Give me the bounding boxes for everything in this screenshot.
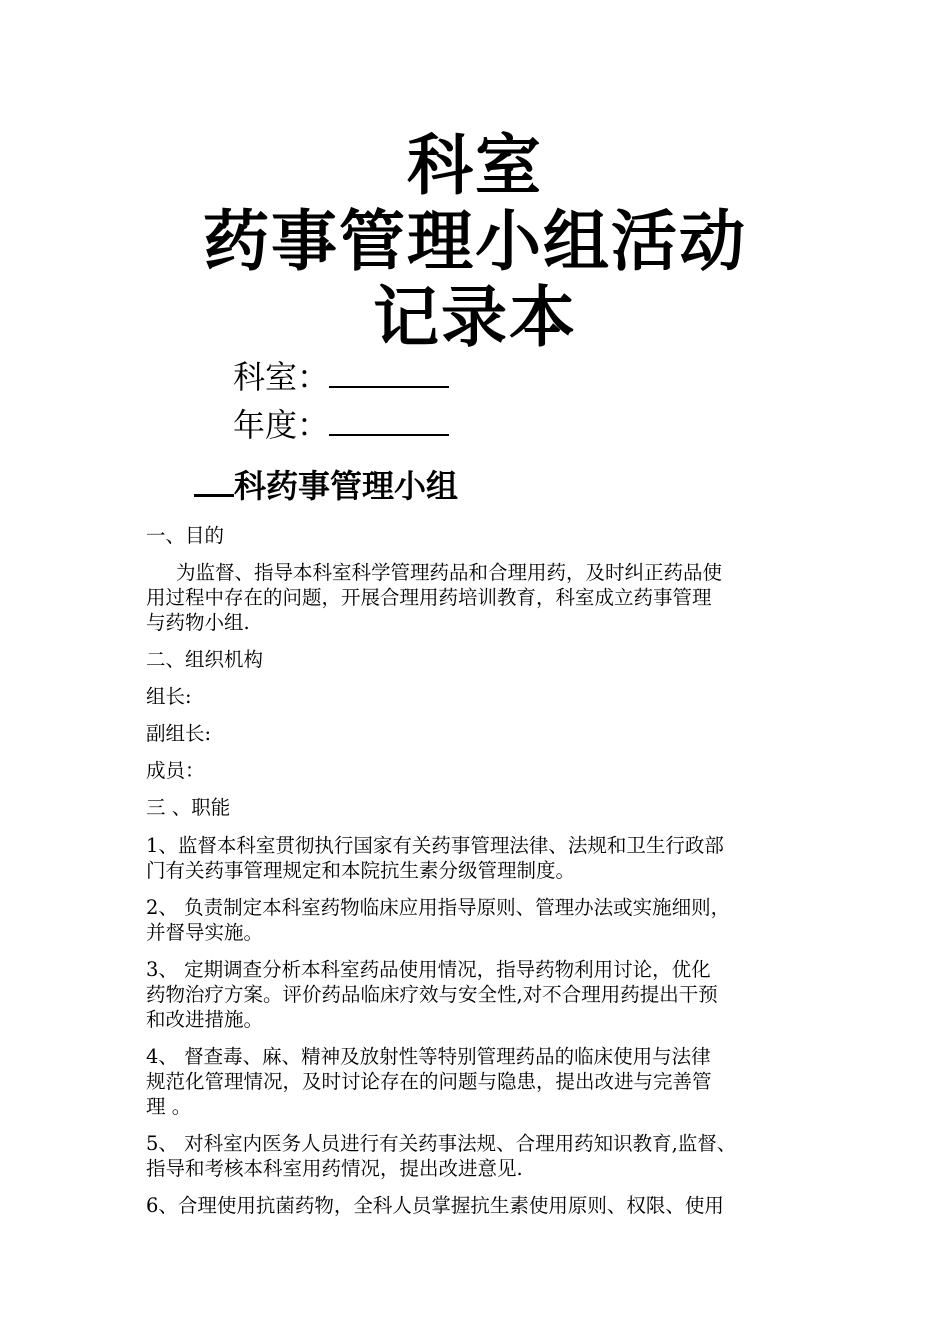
duty-5-line-2: 指导和考核本科室用药情况，提出改进意见. xyxy=(146,1157,523,1180)
duty-3-line-3: 和改进措施。 xyxy=(146,1008,264,1031)
duties-heading: 三 、职能 xyxy=(146,796,231,819)
year-field xyxy=(233,404,449,445)
duty-6-line-1: 6、合理使用抗菌药物，全科人员掌握抗生素使用原则、权限、使用 xyxy=(146,1194,724,1217)
duty-2-line-2: 并督导实施。 xyxy=(146,921,264,944)
title-line-3: 记录本 xyxy=(373,279,577,356)
year-label: 年度： xyxy=(233,406,330,444)
year-blank xyxy=(329,404,449,436)
duty-2-line-1: 2、 负责制定本科室药物临床应用指导原则、管理办法或实施细则， xyxy=(146,896,731,919)
purpose-line-2: 用过程中存在的问题，开展合理用药培训教育，科室成立药事管理 xyxy=(146,586,712,609)
leader-label: 组长: xyxy=(146,685,192,708)
duty-3-line-1: 3、 定期调查分析本科室药品使用情况，指导药物利用讨论，优化 xyxy=(146,958,711,981)
duty-4-line-3: 理 。 xyxy=(146,1095,192,1118)
purpose-heading: 一、目的 xyxy=(146,524,225,547)
vice-leader-label: 副组长: xyxy=(146,722,212,745)
duty-4-line-2: 规范化管理情况，及时讨论存在的问题与隐患，提出改进与完善管 xyxy=(146,1070,712,1093)
title-line-1: 科室 xyxy=(407,127,543,204)
group-heading-blank xyxy=(194,466,234,497)
group-heading xyxy=(194,466,458,506)
duty-3-line-2: 药物治疗方案。评价药品临床疗效与安全性,对不合理用药提出干预 xyxy=(146,983,718,1006)
duty-1-line-1: 1、监督本科室贯彻执行国家有关药事管理法律、法规和卫生行政部 xyxy=(146,834,724,857)
duty-4-line-1: 4、 督查毒、麻、精神及放射性等特别管理药品的临床使用与法律 xyxy=(146,1045,711,1068)
members-label: 成员： xyxy=(146,759,205,782)
department-field xyxy=(233,356,449,397)
group-heading-text: 科药事管理小组 xyxy=(234,467,459,505)
department-blank xyxy=(329,356,449,388)
purpose-line-1: 为监督、指导本科室科学管理药品和合理用药，及时纠正药品使 xyxy=(176,561,723,584)
department-label: 科室： xyxy=(233,358,330,396)
purpose-line-3: 与药物小组. xyxy=(146,611,250,634)
duty-1-line-2: 门有关药事管理规定和本院抗生素分级管理制度。 xyxy=(146,859,576,882)
title-line-2: 药事管理小组活动 xyxy=(203,203,747,280)
org-heading: 二、组织机构 xyxy=(146,648,264,671)
duty-5-line-1: 5、 对科室内医务人员进行有关药事法规、合理用药知识教育,监督、 xyxy=(146,1132,737,1155)
